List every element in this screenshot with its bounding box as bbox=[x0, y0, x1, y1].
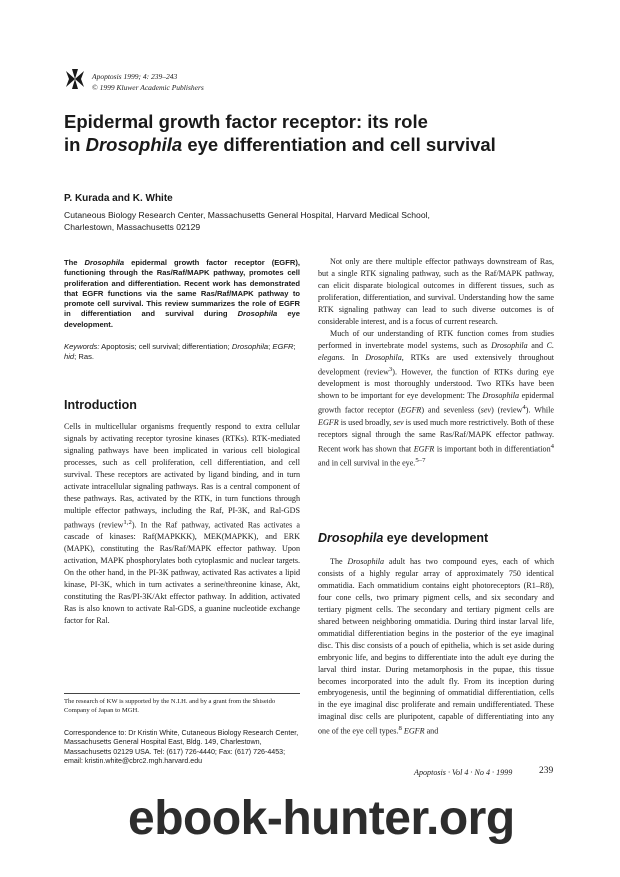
paragraph: Not only are there multiple effector pathways downstream of Ras, but a single RTK signaling pathway, such as the Raf/MAPK pathway, can elicit disparate biological outcomes in different tissues, such as proliferation, differentiation, and survival. Understanding how the same RTK signaling pathway can lead to such diverse outcomes is of considerable interest, and is a focus of current research. bbox=[318, 257, 554, 326]
introduction-heading: Introduction bbox=[64, 398, 137, 412]
abstract: The Drosophila epidermal growth factor receptor (EGFR), functioning through the Ras/Raf/MAPK pathway, promotes cell proliferation and differentiation. Recent work has demonstrated that EGFR functions via the same Ras/Raf/MAPK pathway to promote cell survival. This review summarizes the role of EGFR in differentiation and survival during Drosophila eye development. bbox=[64, 258, 300, 329]
running-footer: Apoptosis · Vol 4 · No 4 · 1999 bbox=[414, 768, 513, 777]
copyright-line: © 1999 Kluwer Academic Publishers bbox=[92, 82, 204, 92]
publisher-logo-icon bbox=[64, 68, 86, 90]
right-column-body bbox=[318, 256, 554, 470]
funding-footnote: The research of KW is supported by the N.I.H. and by a grant from the Shiseido Company of Japan to MGH. bbox=[64, 698, 276, 714]
paragraph: The Drosophila adult has two compound eyes, each of which consists of a highly regular array of approximately 750 identical ommatidia. Each ommatidium contains eight photoreceptors (R1–R8), four cone cells, two primary pigment cells, and six secondary and tertiary pigment cells. The secondary and tertiary pigment cells are shared between neighboring ommatidia. During third instar larval life, ommatidial differentiation begins in the posterior of the eye imaginal disc. This disc consists of a pouch of epithelia, which is set aside during embryonic life, and begins to differentiate into the adult eye during the larval third instar. During metamorphosis in the pupae, this tissue becomes incorporated into the adult fly. From its inception during embryogenesis, until the beginning of ommatidial differentiation, cells in the eye imaginal disc proliferate and remain undifferentiated. These imaginal disc cells are pluripotent, capable of differentiating into any one of the eye cell types.$^8$ EGFR and bbox=[318, 557, 554, 737]
introduction-body bbox=[64, 421, 300, 627]
article-title: Epidermal growth factor receptor: its role in Drosophila eye differentiation and cell survival bbox=[64, 111, 496, 155]
affiliation: Cutaneous Biology Research Center, Massachusetts General Hospital, Harvard Medical School, Charlestown, Massachusetts 02129 bbox=[64, 210, 430, 232]
keywords: Keywords: Apoptosis; cell survival; differentiation; Drosophila; EGFR; hid; Ras. bbox=[64, 342, 296, 362]
paragraph: Much of our understanding of RTK function comes from studies performed in invertebrate model systems, such as Drosophila and C. elegans. In Drosophila, RTKs are used extensively throughout development (review$^3$). However, the function of RTKs during eye development is most thoroughly understood. Two RTKs have been shown to be important for eye development: The Drosophila epidermal growth factor receptor (EGFR) and sevenless (sev) (review$^4$). While EGFR is used broadly, sev is used much more restrictively. Both of these receptors signal through the same Ras/Raf/MAPK effector pathway. Recent work has shown that EGFR is important both in differentiation$^4$ and in cell survival in the eye.$^{5-7}$ bbox=[318, 328, 555, 468]
watermark-text: ebook-hunter.org bbox=[128, 792, 515, 845]
paragraph: Cells in multicellular organisms frequently respond to extra cellular signals by activating receptor tyrosine kinases (RTKs). RTK-mediated signaling pathways have been implicated in various cell biological processes, such as cell proliferation, cell differentiation, and cell survival. These receptors are activated by ligand binding, and in turn activate intracellular signaling pathways. Ras is a central component of these pathways. Ras, activated by the RTK, in turn functions through multiple effector pathways, including the Raf, PI-3K, and Ral-GDS pathways (review$^{1,2}$). In the Raf pathway, activated Ras activates a cascade of kinases: Raf(MAPKKK), MEK(MAPKK), and ERK (MAPK), constituting the Ras/Raf/MAPK effector pathway. Upon activation, MAPK phosphorylates both cytoplasmic and nuclear targets. On the other hand, in the PI-3K pathway, activated Ras activates a lipid kinase, PI-3K, which in turn activates a serine/threonine kinase, Akt, constituting the Ras/PI-3K/Akt effector pathway. In addition, activated Ras is also known to activate Ral-GDS, a guanine nucleotide exchange factor for Ral. bbox=[64, 422, 300, 625]
drosophila-eye-heading: Drosophila eye development bbox=[318, 531, 489, 545]
journal-citation: Apoptosis 1999; 4: 239–243 bbox=[92, 72, 178, 81]
journal-info bbox=[92, 72, 204, 93]
keywords-label: Keywords: bbox=[64, 342, 100, 351]
footnote-divider bbox=[64, 693, 300, 694]
eye-development-body bbox=[318, 556, 554, 738]
authors: P. Kurada and K. White bbox=[64, 193, 173, 204]
page-number: 239 bbox=[539, 766, 554, 776]
correspondence-note: Correspondence to: Dr Kristin White, Cutaneous Biology Research Center, Massachusetts General Hospital East, Bldg. 149, Charlestown, Massachusetts 02129 USA. Tel: (617) 726-4440; Fax: (617) 726-4453; email: kristin.white@cbrc2.mgh.harvard.edu bbox=[64, 729, 299, 766]
